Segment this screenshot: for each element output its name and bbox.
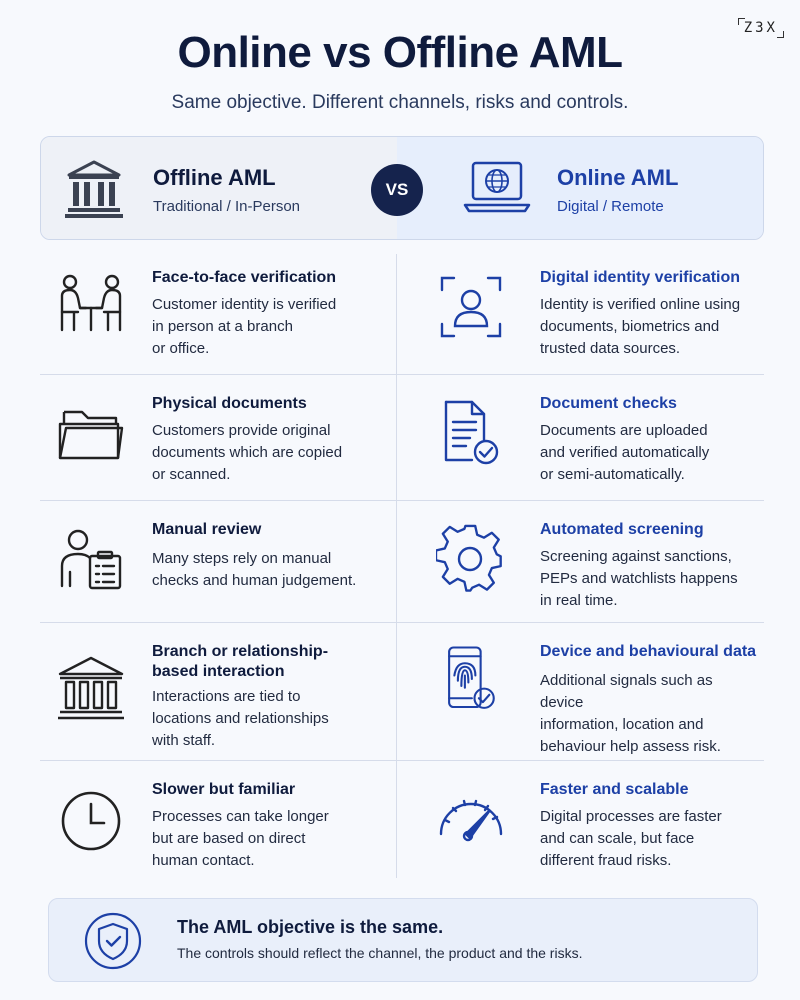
comparison-rows [40,254,764,878]
desc-line: in person at a branch [152,318,293,335]
row-description [152,686,388,752]
document-check-icon [436,398,506,468]
row-description [152,294,388,360]
desc-line: Customer identity is verified [152,296,337,313]
desc-line: but are based on direct [152,830,306,847]
row-description [152,548,388,592]
desc-line: information, location and [540,716,704,733]
online-header-title: Online AML [557,165,679,190]
desc-line: different fraud risks. [540,852,672,869]
comparison-row [40,506,764,626]
desc-line: Customers provide original [152,422,331,439]
row-description [540,806,760,872]
desc-line: Documents are uploaded [540,422,708,439]
desc-line: trusted data sources. [540,340,681,357]
offline-cell [40,506,396,626]
online-cell [396,628,764,760]
desc-line: and can scale, but face [540,830,695,847]
title-line: Branch or relationship- [152,643,329,660]
row-description [152,806,388,872]
desc-line: documents, biometrics and [540,318,720,335]
row-divider [40,374,764,375]
title-line: based interaction [152,663,285,680]
desc-line: documents which are copied [152,444,343,461]
comparison-row [40,254,764,374]
desc-line: or scanned. [152,466,231,483]
comparison-row [40,628,764,760]
offline-cell [40,380,396,500]
shield-check-icon [83,911,143,971]
people-meeting-icon [56,268,126,338]
desc-line: with staff. [152,732,216,749]
offline-header-title: Offline AML [153,165,276,190]
speedometer-icon [436,784,506,854]
comparison-row [40,766,764,878]
row-title: Manual review [152,521,262,538]
laptop-globe-icon [461,157,533,219]
desc-line: PEPs and watchlists happens [540,570,738,587]
desc-line: Processes can take longer [152,808,329,825]
footer-subtitle: The controls should reflect the channel, the product and the risks. [177,945,583,961]
row-divider [40,500,764,501]
face-scan-icon [436,272,506,342]
desc-line: Many steps rely on manual [152,550,332,567]
row-title [152,642,382,682]
row-divider [40,622,764,623]
desc-line: Identity is verified online using [540,296,741,313]
desc-line: locations and relationships [152,710,329,727]
vs-badge: VS [371,164,423,216]
row-description [152,420,388,486]
clock-icon [56,786,126,856]
offline-header [41,137,397,240]
row-title: Device and behavioural data [540,643,757,660]
offline-cell [40,766,396,878]
offline-cell [40,628,396,760]
row-title: Physical documents [152,395,307,412]
row-title: Face-to-face verification [152,269,337,286]
desc-line: in real time. [540,592,618,609]
desc-line: and verified automatically [540,444,710,461]
row-description [540,546,760,612]
bank-branch-icon [56,654,126,724]
person-clipboard-icon [56,526,126,596]
offline-cell [40,254,396,374]
desc-line: human contact. [152,852,255,869]
desc-line: or semi-automatically. [540,466,685,483]
row-divider [40,760,764,761]
summary-footer [48,898,758,982]
online-cell [396,766,764,878]
offline-header-subtitle: Traditional / In-Person [153,198,301,215]
online-header-subtitle: Digital / Remote [557,198,664,215]
row-title: Automated screening [540,521,704,538]
page-subtitle: Same objective. Different channels, risks and controls. [171,92,629,113]
row-title: Document checks [540,395,677,412]
desc-line: Additional signals such as device [540,672,713,711]
desc-line: Interactions are tied to [152,688,301,705]
row-description [540,420,760,486]
gear-icon [436,524,506,594]
online-header [397,137,764,240]
online-cell [396,506,764,626]
row-title: Digital identity verification [540,269,741,286]
desc-line: behaviour help assess risk. [540,738,721,755]
page-title: Online vs Offline AML [177,28,623,77]
row-description [540,670,760,758]
online-cell [396,254,764,374]
brand-logo: Z3X [738,18,784,38]
row-title: Slower but familiar [152,781,296,798]
desc-line: checks and human judgement. [152,572,357,589]
comparison-row [40,380,764,500]
online-cell [396,380,764,500]
row-title: Faster and scalable [540,781,689,798]
desc-line: Digital processes are faster [540,808,722,825]
footer-title: The AML objective is the same. [177,917,444,937]
row-description [540,294,760,360]
folder-icon [56,400,126,470]
desc-line: or office. [152,340,210,357]
desc-line: Screening against sanctions, [540,548,732,565]
bank-building-icon [63,157,125,219]
phone-fingerprint-icon [436,644,506,714]
